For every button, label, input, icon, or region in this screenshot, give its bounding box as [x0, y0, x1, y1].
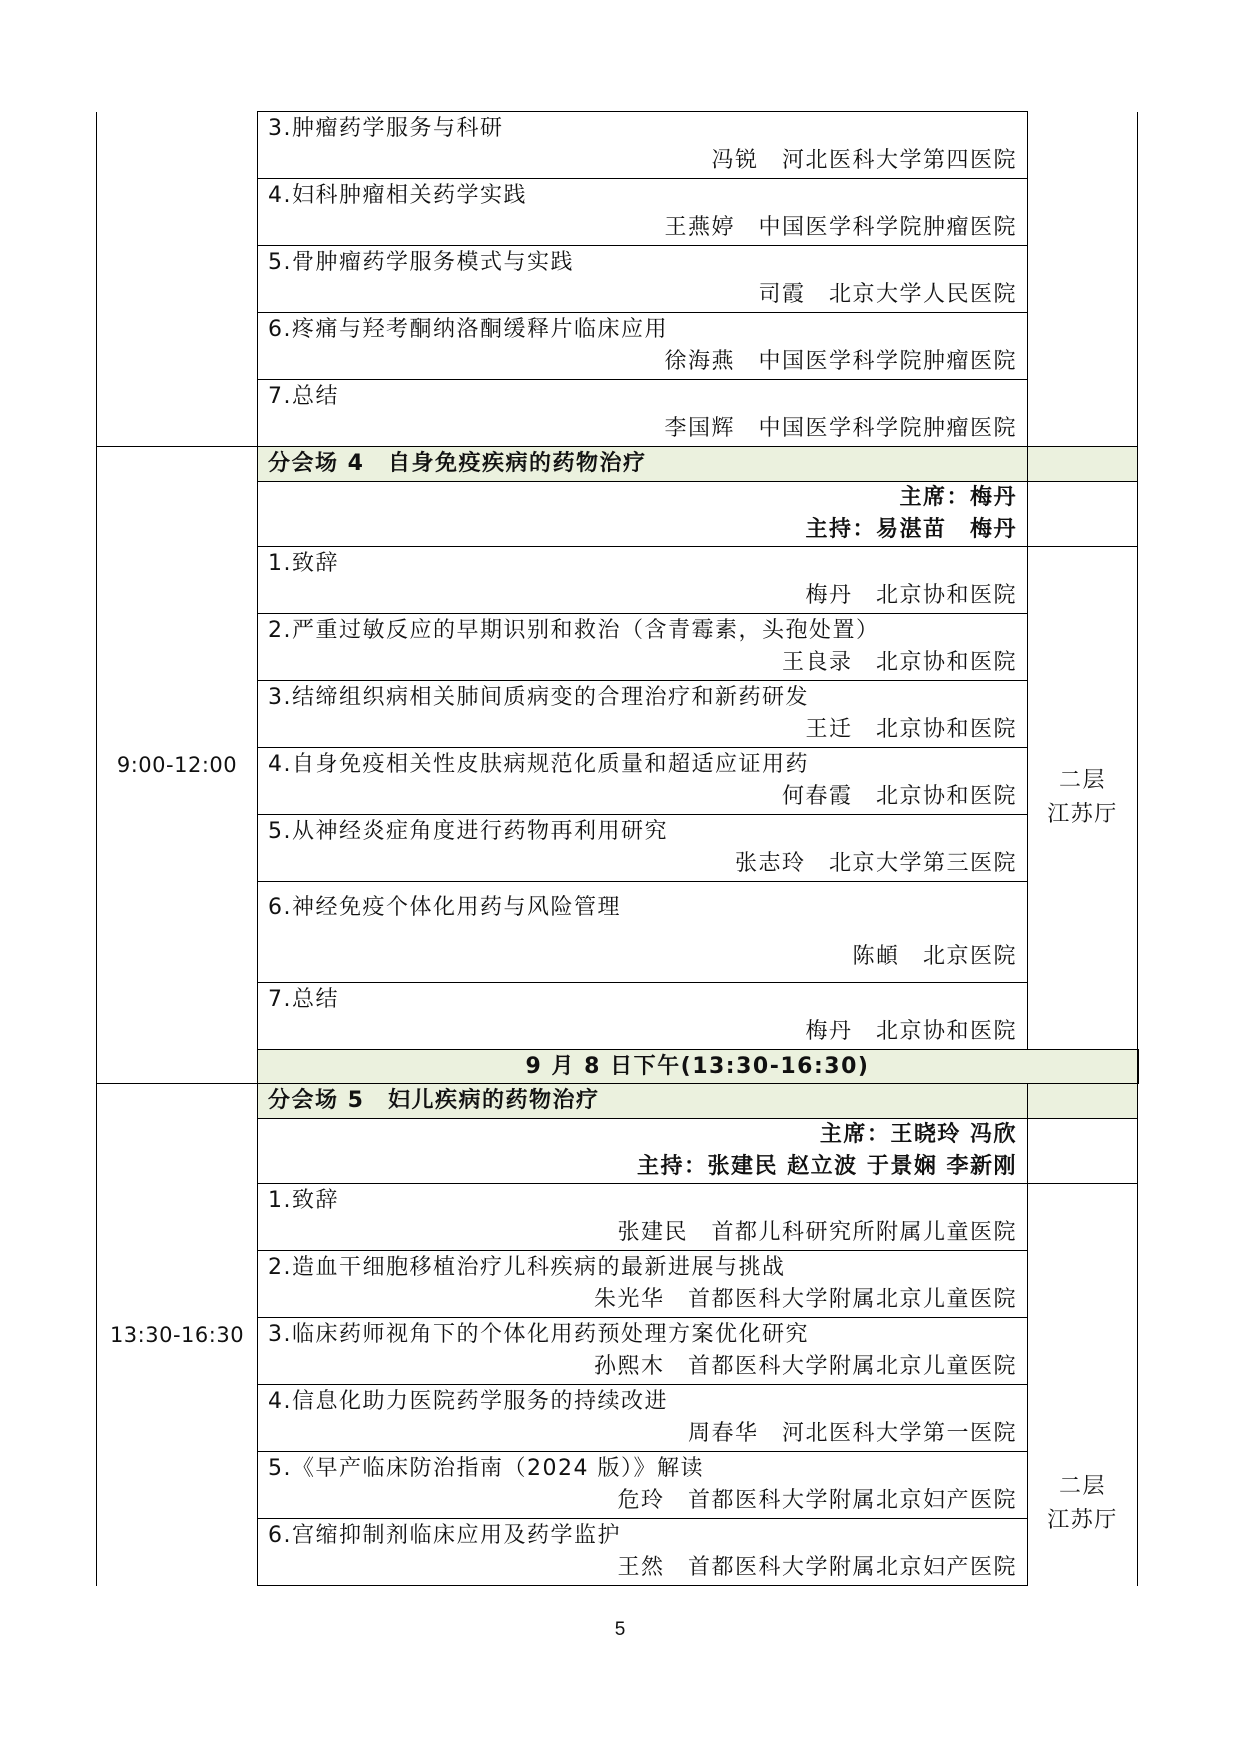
talk-speaker: 徐海燕 中国医学科学院肿瘤医院 [664, 349, 1017, 374]
session5-title-row [258, 1084, 1028, 1119]
session4-title: 分会场 4 自身免疫疾病的药物治疗 [268, 451, 647, 476]
talk-row [258, 614, 1028, 681]
talk-speaker: 李国辉 中国医学科学院肿瘤医院 [664, 416, 1017, 441]
talk-title: 3.临床药师视角下的个体化用药预处理方案优化研究 [268, 1322, 809, 1347]
talk-title: 7.总结 [268, 987, 339, 1012]
session4-chairs-row [258, 482, 1028, 547]
venue-floor: 二层 [1058, 768, 1106, 793]
session4-title-venue-cell [1028, 447, 1138, 482]
session5-venue [1028, 1184, 1138, 1586]
talk-row [258, 815, 1028, 882]
session5-chairs-venue-cell [1028, 1119, 1138, 1184]
session4-chair: 主席：梅丹 [899, 485, 1017, 510]
venue-hall: 江苏厅 [1047, 802, 1118, 827]
session4-title-row [258, 447, 1028, 482]
talk-row [258, 983, 1028, 1050]
talk-title: 5.《早产临床防治指南（2024 版）》解读 [268, 1456, 704, 1481]
session5-time: 13:30-16:30 [97, 1084, 258, 1586]
afternoon-header-venue-cell [1138, 1050, 1139, 1084]
session4-chairs-venue-cell [1028, 482, 1138, 547]
afternoon-header [258, 1050, 1138, 1084]
talk-title: 2.严重过敏反应的早期识别和救治（含青霉素，头孢处置） [268, 618, 880, 643]
talk-title: 4.自身免疫相关性皮肤病规范化质量和超适应证用药 [268, 752, 809, 777]
page-number: 5 [614, 1619, 626, 1640]
schedule-table [96, 111, 1139, 1586]
talk-speaker: 梅丹 北京协和医院 [805, 1019, 1017, 1044]
talk-row [258, 681, 1028, 748]
talk-title: 5.从神经炎症角度进行药物再利用研究 [268, 819, 668, 844]
talk-speaker: 冯锐 河北医科大学第四医院 [711, 148, 1017, 173]
talk-speaker: 张志玲 北京大学第三医院 [734, 851, 1017, 876]
talk-speaker: 梅丹 北京协和医院 [805, 583, 1017, 608]
talk-speaker: 司霞 北京大学人民医院 [758, 282, 1017, 307]
session4-venue [1028, 547, 1138, 1050]
talk-speaker: 周春华 河北医科大学第一医院 [687, 1421, 1017, 1446]
talk-title: 2.造血干细胞移植治疗儿科疾病的最新进展与挑战 [268, 1255, 786, 1280]
talk-row [258, 380, 1028, 447]
session5-title: 分会场 5 妇儿疾病的药物治疗 [268, 1088, 600, 1113]
talk-title: 1.致辞 [268, 551, 339, 576]
talk-title: 3.结缔组织病相关肺间质病变的合理治疗和新药研发 [268, 685, 809, 710]
afternoon-header-text: 9 月 8 日下午(13:30-16:30) [525, 1054, 870, 1079]
session4-host: 主持：易湛苗 梅丹 [805, 517, 1017, 542]
talk-row [258, 179, 1028, 246]
talk-row [258, 547, 1028, 614]
talk-speaker: 王燕婷 中国医学科学院肿瘤医院 [664, 215, 1017, 240]
session4-time: 9:00-12:00 [97, 447, 258, 1084]
talk-row [258, 1318, 1028, 1385]
time-cell-continued [97, 112, 258, 447]
talk-row [258, 748, 1028, 815]
talk-title: 5.骨肿瘤药学服务模式与实践 [268, 250, 574, 275]
talk-title: 6.神经免疫个体化用药与风险管理 [268, 894, 621, 920]
talk-row [258, 1184, 1028, 1251]
talk-title: 3.肿瘤药学服务与科研 [268, 116, 504, 141]
talk-speaker: 朱光华 首都医科大学附属北京儿童医院 [593, 1287, 1017, 1312]
talk-title: 6.疼痛与羟考酮纳洛酮缓释片临床应用 [268, 317, 668, 342]
talk-row [258, 1385, 1028, 1452]
session5-chairs-row [258, 1119, 1028, 1184]
talk-title: 4.信息化助力医院药学服务的持续改进 [268, 1389, 668, 1414]
talk-speaker: 王然 首都医科大学附属北京妇产医院 [617, 1555, 1017, 1580]
talk-speaker: 王良录 北京协和医院 [781, 650, 1017, 675]
talk-row [258, 1519, 1028, 1586]
talk-row [258, 313, 1028, 380]
venue-hall: 江苏厅 [1047, 1507, 1118, 1533]
talk-row [258, 882, 1028, 983]
venue-floor: 二层 [1058, 1473, 1106, 1499]
talk-row [258, 1251, 1028, 1318]
talk-speaker: 危玲 首都医科大学附属北京妇产医院 [617, 1488, 1017, 1513]
talk-speaker: 何春霞 北京协和医院 [781, 784, 1017, 809]
talk-title: 6.宫缩抑制剂临床应用及药学监护 [268, 1523, 621, 1548]
talk-speaker: 张建民 首都儿科研究所附属儿童医院 [617, 1220, 1017, 1245]
talk-title: 4.妇科肿瘤相关药学实践 [268, 183, 527, 208]
session5-title-venue-cell [1028, 1084, 1138, 1119]
talk-title: 1.致辞 [268, 1188, 339, 1213]
session5-host: 主持：张建民 赵立波 于景娴 李新刚 [637, 1154, 1017, 1179]
talk-speaker: 孙熙木 首都医科大学附属北京儿童医院 [593, 1354, 1017, 1379]
talk-title: 7.总结 [268, 384, 339, 409]
talk-row [258, 112, 1028, 179]
session5-chair: 主席：王晓玲 冯欣 [819, 1122, 1017, 1147]
venue-cell-continued [1028, 112, 1138, 447]
talk-speaker: 王迁 北京协和医院 [805, 717, 1017, 742]
talk-row [258, 246, 1028, 313]
talk-row [258, 1452, 1028, 1519]
talk-speaker: 陈頔 北京医院 [852, 943, 1017, 969]
